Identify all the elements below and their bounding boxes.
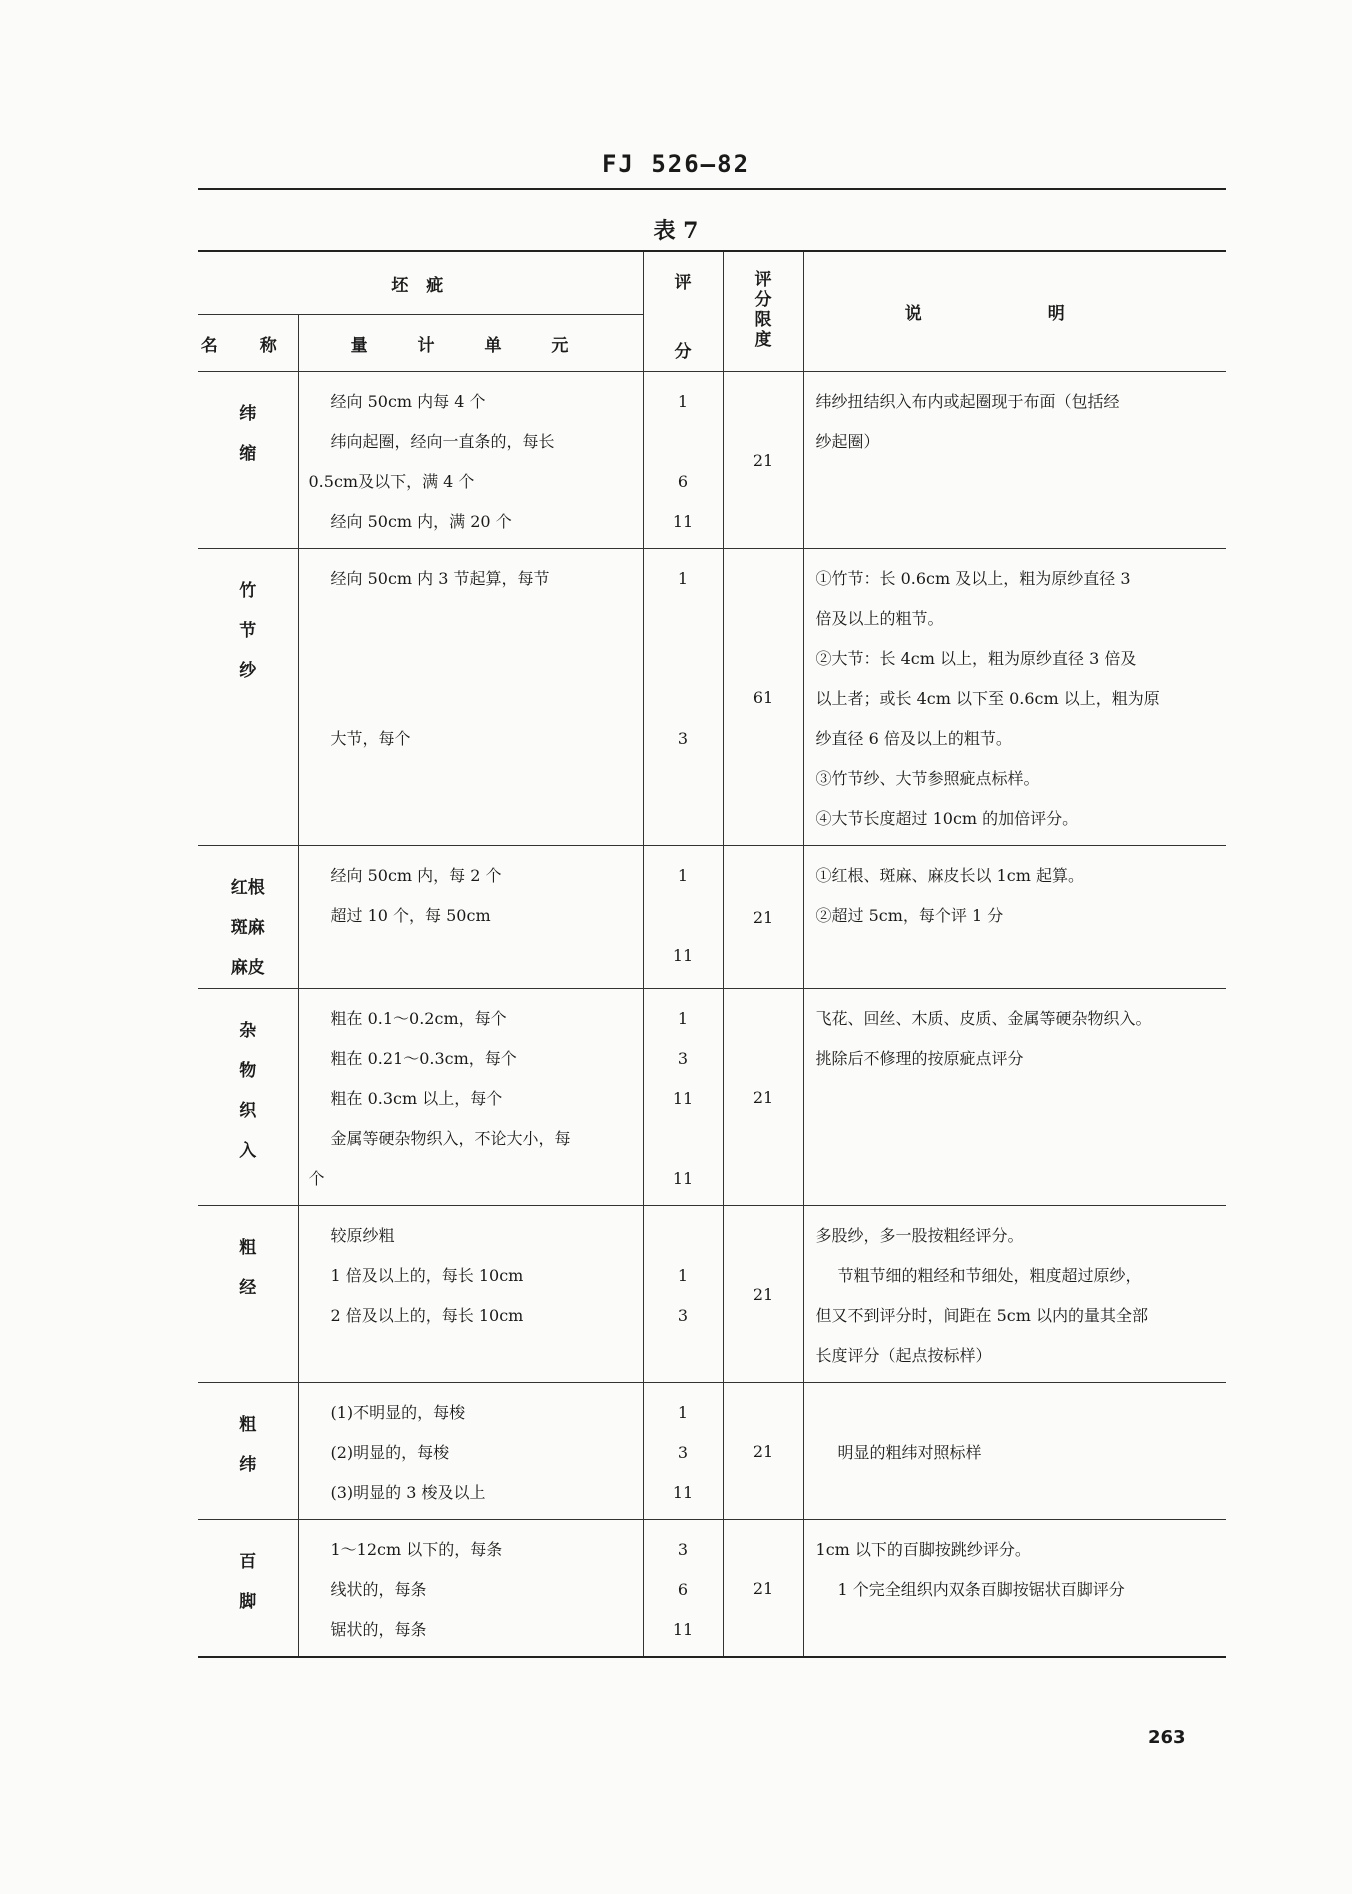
note-line: 飞花、回丝、木质、皮质、金属等硬杂物织入。 <box>815 1009 1152 1028</box>
unit-line: 2 倍及以上的，每长 10cm <box>330 1306 524 1325</box>
note-line: 纬纱扭结织入布内或起圈现于布面（包括经 <box>815 392 1120 411</box>
score-value <box>644 679 723 719</box>
unit-line: 经向 50cm 内，满 20 个 <box>330 512 512 531</box>
header-score-top: 评 <box>674 273 692 293</box>
note-line: 1 个完全组织内双条百脚按锯状百脚评分 <box>837 1580 1125 1599</box>
score-value <box>644 1216 723 1256</box>
notes <box>803 1520 1226 1658</box>
page-number: 263 <box>1148 1727 1186 1748</box>
count-units <box>298 846 643 989</box>
unit-line: 经向 50cm 内，每 2 个 <box>330 866 502 885</box>
score-value: 3 <box>677 1443 689 1462</box>
unit-line: 经向 50cm 内 3 节起算，每节 <box>330 569 550 588</box>
header-defect: 坯 疵 <box>198 251 643 315</box>
notes <box>803 549 1226 846</box>
note-line: ④大节长度超过 10cm 的加倍评分。 <box>815 809 1079 828</box>
notes <box>803 989 1226 1206</box>
note-line: 明显的粗纬对照标样 <box>837 1443 982 1462</box>
note-line: 1cm 以下的百脚按跳纱评分。 <box>815 1540 1031 1559</box>
score-value: 3 <box>677 1540 689 1559</box>
table-row <box>198 372 1226 549</box>
defect-name: 粗 纬 <box>198 1383 298 1520</box>
header-score <box>643 251 723 372</box>
score-value: 1 <box>677 569 689 588</box>
note-line: 倍及以上的粗节。 <box>815 609 944 628</box>
score-value: 11 <box>672 946 694 965</box>
note-line: 但又不到评分时，间距在 5cm 以内的量其全部 <box>815 1306 1149 1325</box>
unit-line <box>309 599 633 639</box>
unit-line: 1～12cm 以下的，每条 <box>330 1540 503 1559</box>
scores <box>643 1520 723 1658</box>
notes <box>803 1383 1226 1520</box>
table-body <box>198 372 1226 1658</box>
notes <box>803 1206 1226 1383</box>
unit-line <box>309 679 633 719</box>
header-limit <box>723 251 803 372</box>
note-line: ②大节：长 4cm 以上，粗为原纱直径 3 倍及 <box>815 649 1137 668</box>
score-value <box>644 639 723 679</box>
header-name: 名 称 <box>200 335 295 356</box>
unit-line: 大节，每个 <box>330 729 411 748</box>
scores <box>643 372 723 549</box>
note-line: ①红根、斑麻、麻皮长以 1cm 起算。 <box>815 866 1085 885</box>
score-limit: 21 <box>723 846 803 989</box>
header-rule <box>198 188 1226 190</box>
scores <box>643 846 723 989</box>
note-line: ②超过 5cm，每个评 1 分 <box>815 906 1004 925</box>
unit-line: 超过 10 个，每 50cm <box>330 906 491 925</box>
header-score-bottom: 分 <box>674 342 692 362</box>
unit-line: 个 <box>308 1169 325 1188</box>
notes <box>803 372 1226 549</box>
defect-name: 红根 斑麻 麻皮 <box>198 846 298 989</box>
note-line: ①竹节：长 0.6cm 及以上，粗为原纱直径 3 <box>815 569 1131 588</box>
score-limit: 21 <box>723 1206 803 1383</box>
note-line: 长度评分（起点按标样） <box>815 1346 992 1365</box>
unit-line: 粗在 0.21～0.3cm，每个 <box>330 1049 517 1068</box>
defect-name: 杂 物 织 入 <box>198 989 298 1206</box>
score-limit: 21 <box>723 1520 803 1658</box>
count-units <box>298 989 643 1206</box>
scores <box>643 1206 723 1383</box>
note-line: 节粗节细的粗经和节细处，粗度超过原纱， <box>837 1266 1142 1285</box>
score-value: 1 <box>677 866 689 885</box>
unit-line: 1 倍及以上的，每长 10cm <box>330 1266 524 1285</box>
note-line: 多股纱，多一股按粗经评分。 <box>815 1226 1024 1245</box>
note-line: 纱直径 6 倍及以上的粗节。 <box>815 729 1012 748</box>
table-row <box>198 1383 1226 1520</box>
score-value: 11 <box>672 1169 694 1188</box>
score-value: 6 <box>677 1580 689 1599</box>
score-value: 11 <box>672 1483 694 1502</box>
scores <box>643 1383 723 1520</box>
unit-line: 锯状的，每条 <box>330 1620 427 1639</box>
header-limit-text: 评 分 限 度 <box>754 270 772 350</box>
unit-line: (3)明显的 3 梭及以上 <box>330 1483 486 1502</box>
header-notes: 说 明 <box>803 251 1226 372</box>
unit-line <box>309 639 633 679</box>
unit-line: 经向 50cm 内每 4 个 <box>330 392 486 411</box>
defect-name: 粗 经 <box>198 1206 298 1383</box>
score-value: 3 <box>677 729 689 748</box>
scores <box>643 549 723 846</box>
score-value: 11 <box>672 1089 694 1108</box>
count-units <box>298 1383 643 1520</box>
score-limit: 61 <box>723 549 803 846</box>
note-line: 以上者；或长 4cm 以下至 0.6cm 以上，粗为原 <box>815 689 1160 708</box>
score-value: 1 <box>677 1009 689 1028</box>
table-title: 表 7 <box>653 218 699 244</box>
table-row <box>198 1206 1226 1383</box>
unit-line: (1)不明显的，每梭 <box>330 1403 466 1422</box>
count-units <box>298 549 643 846</box>
score-value: 1 <box>677 1403 689 1422</box>
score-value: 6 <box>677 472 689 491</box>
score-value <box>644 422 723 462</box>
unit-line: 粗在 0.1～0.2cm，每个 <box>330 1009 507 1028</box>
unit-line: 纬向起圈，经向一直条的，每长 <box>330 432 555 451</box>
score-value <box>644 896 723 936</box>
score-limit: 21 <box>723 372 803 549</box>
score-value: 11 <box>672 1620 694 1639</box>
note-line: ③竹节纱、大节参照疵点标样。 <box>815 769 1040 788</box>
note-line <box>816 1393 1217 1433</box>
document-code: FJ 526—82 <box>601 150 751 178</box>
score-value <box>644 599 723 639</box>
score-value: 1 <box>677 392 689 411</box>
count-units <box>298 1206 643 1383</box>
score-value: 3 <box>677 1049 689 1068</box>
table-row <box>198 549 1226 846</box>
score-value <box>644 1119 723 1159</box>
score-value: 3 <box>677 1306 689 1325</box>
unit-line: 线状的，每条 <box>330 1580 427 1599</box>
unit-line: 粗在 0.3cm 以上，每个 <box>330 1089 503 1108</box>
unit-line: (2)明显的，每梭 <box>330 1443 450 1462</box>
scores <box>643 989 723 1206</box>
count-units <box>298 372 643 549</box>
note-line: 挑除后不修理的按原疵点评分 <box>815 1049 1024 1068</box>
table-row <box>198 989 1226 1206</box>
score-limit: 21 <box>723 1383 803 1520</box>
defect-name: 竹 节 纱 <box>198 549 298 846</box>
note-line: 纱起圈） <box>815 432 880 451</box>
count-units <box>298 1520 643 1658</box>
score-value: 1 <box>677 1266 689 1285</box>
table-row <box>198 1520 1226 1658</box>
defect-table <box>198 250 1226 1658</box>
unit-line: 较原纱粗 <box>330 1226 395 1245</box>
defect-name: 纬 缩 <box>198 372 298 549</box>
score-value: 11 <box>672 512 694 531</box>
notes <box>803 846 1226 989</box>
defect-name: 百 脚 <box>198 1520 298 1658</box>
header-unit: 量 计 单 元 <box>298 315 643 372</box>
score-limit: 21 <box>723 989 803 1206</box>
unit-line: 金属等硬杂物织入，不论大小，每 <box>330 1129 571 1148</box>
unit-line: 0.5cm及以下，满 4 个 <box>308 472 475 491</box>
table-row <box>198 846 1226 989</box>
